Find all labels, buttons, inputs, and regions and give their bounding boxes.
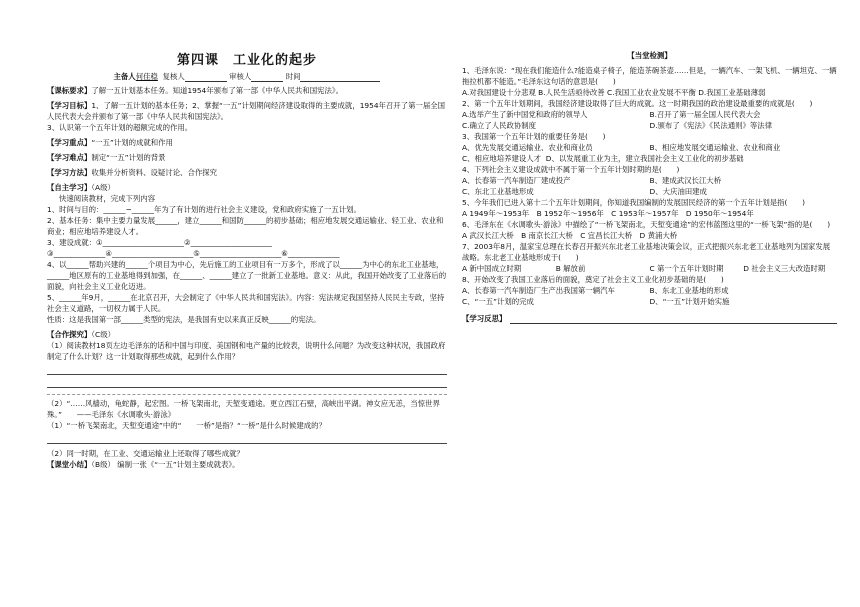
time-blank — [300, 72, 380, 82]
option-b: B、建成武汉长江大桥 — [649, 176, 722, 185]
method-label: 【学习方法】 — [47, 168, 92, 177]
self-study-label: 【自主学习】 — [47, 183, 92, 192]
summary — [47, 459, 447, 470]
self-study-q3b: ③______________④______________________⑤______________________⑥______________ — [47, 249, 340, 258]
test-q4: 4、下列社会主义建设成就中不属于第一个五年计划时期的是( ) — [462, 165, 680, 174]
test-q2-row1 — [462, 109, 837, 120]
test-q6-options: A 武汉长江大桥 B 南京长江大桥 C 宜昌长江大桥 D 黄浦大桥 — [462, 231, 678, 240]
answer-line[interactable] — [47, 433, 447, 444]
test-q8-row1 — [462, 285, 837, 296]
option-b: B、东北工业基地的形成 — [649, 286, 729, 295]
review-blank — [185, 72, 227, 82]
test-q7: 7、2003年8月，温家宝总理在长春召开振兴东北老工业基地决策会议，正式把振兴东北老工业基地列为国家发展战略。东北老工业基地形成于( ) — [462, 242, 831, 262]
summary-text: 编制一张《“一五”计划主要成就表》。 — [117, 460, 240, 469]
summary-label: 【课堂小结】 — [47, 460, 92, 469]
option-d: D 社会主义三大改造时期 — [743, 264, 826, 273]
explore-label: 【合作探究】 — [47, 330, 92, 339]
self-study-q5: 5、______年9月，______在北京召开，大会制定了《中华人民共和国宪法》。内容：宪法规定我国坚持人民民主专政，坚持社会主义道路，一切权力属于人民。 — [47, 293, 445, 313]
test-q5: 5、今年我们已进入第十二个五年计划期间，你知道我国编制的发展国民经济的第一个五年计划是指( ) — [462, 198, 806, 207]
test-q1-options: A.对我国建设十分悲观 B.人民生活亟待改善 C.我国工业农业发展不平衡 D.我国工业基础薄弱 — [462, 88, 766, 97]
explore-q1: （1）阅读教材18页左边毛泽东的话和中国与印度、美国钢和电产量的比较表，说明什么问题？为改变这种状况，我国政府制定了什么计划？这一计划取得那些成就，起到什么作用？ — [47, 341, 446, 361]
goals-line1: 1、了解一五计划的基本任务；2、掌握“一五”计划期间经济建设取得的主要成就，1954年召开了第一届全国人民代表大会并颁布了第一部《中华人民共和国宪法》。 — [47, 101, 446, 121]
difficulty-label: 【学习难点】 — [47, 153, 92, 162]
self-study-q2: 2、基本任务：集中主要力量发展______，建立______和国防______的初步基础；相应地发展交通运输业、轻工业、农业和商业；相应地培养建设人才。 — [47, 216, 444, 236]
reflection-label: 【学习反思】 — [462, 314, 507, 323]
review-label: 复核人 — [162, 72, 185, 81]
key-point — [47, 137, 447, 148]
left-column — [47, 0, 447, 470]
time-label: 时间 — [285, 72, 301, 81]
lesson-title: 第四课 工业化的起步 — [176, 53, 317, 68]
test-q3: 3、我国第一个五年计划的重要任务是( ) — [462, 132, 606, 141]
test-q3-row1 — [462, 142, 837, 153]
test-q4-row1 — [462, 175, 837, 186]
self-study-q5b: 性质：这是我国第一部______类型的宪法，是我国有史以来真正反映______的宪法。 — [47, 315, 321, 324]
option-b: B 解放前 — [555, 264, 586, 273]
self-study-heading — [47, 182, 447, 193]
option-d: D、以发展重工业为主，建立我国社会主义工业化的初步基础 — [545, 154, 744, 163]
key-point-text: “一五”计划的成就和作用 — [91, 138, 173, 147]
requirement-label: 【课标要求】 — [47, 86, 92, 95]
requirement — [47, 85, 447, 96]
test-q5-options: A 1949年～1953年 B 1952年～1956年 C 1953年～1957年 D 1950年～1954年 — [462, 209, 754, 218]
meta-line — [47, 71, 447, 82]
poem-block — [47, 394, 447, 431]
method — [47, 167, 447, 178]
explore-heading — [47, 329, 447, 340]
test-q2-row2 — [462, 120, 837, 131]
test-title: 【当堂检测】 — [627, 51, 672, 60]
goals-line2: 3、认识第一个五年计划的超额完成的作用。 — [47, 123, 193, 132]
test-q7-options — [462, 263, 837, 274]
goals — [47, 100, 447, 122]
self-study-intro: 快速阅读教材，完成下列内容 — [59, 194, 156, 203]
option-c: C 第一个五年计划时期 — [649, 264, 724, 273]
option-a: A.选举产生了新中国党和政府的领导人 — [462, 110, 588, 119]
test-q1: 1、毛泽东说：“现在我们能造什么?能造桌子椅子，能造茶碗茶壶……但是，一辆汽车、一架飞机、一辆坦克、一辆拖拉机都不能造。”毛泽东这句话的意思是( ) — [462, 66, 837, 86]
poem-text: （2）“……风樯动，龟蛇静，起宏图。一桥飞架南北，天堑变通途。更立西江石壁，高峡出平湖。神女应无恙，当惊世界殊。” ——毛泽东《水调歌头·游泳》 — [47, 399, 440, 419]
audit-blank — [251, 72, 283, 82]
answer-line[interactable] — [47, 377, 447, 388]
test-q4-row2 — [462, 186, 837, 197]
author-label: 主备人 — [113, 72, 136, 81]
self-study-level: （A级） — [91, 183, 115, 192]
difficulty — [47, 152, 447, 163]
audit-label: 审核人 — [229, 72, 252, 81]
test-q2: 2、第一个五年计划期间，我国经济建设取得了巨大的成就。这一时期我国的政治建设最重要的成就是( ) — [462, 99, 813, 108]
test-q6: 6、毛泽东在《水调歌头·游泳》中描绘了“一桥飞架南北，天堑变通途”的宏伟蓝图这里的“一桥飞架”指的是( ) — [462, 220, 831, 229]
explore-q2: （2）同一时期，在工业、交通运输业上还取得了哪些成就？ — [47, 449, 244, 458]
option-c: C、“一五”计划的完成 — [462, 297, 534, 306]
requirement-text: 了解一五计划基本任务。知道1954年颁布了第一部《中华人民共和国宪法》。 — [91, 86, 343, 95]
option-c: C、相应地培养建设人才 — [462, 154, 542, 163]
difficulty-text: 制定“一五”计划的背景 — [91, 153, 166, 162]
key-point-label: 【学习重点】 — [47, 138, 92, 147]
option-b: B、相应地发展交通运输业、农业和商业 — [649, 143, 781, 152]
summary-level: （B级） — [91, 460, 115, 469]
goals-label: 【学习目标】 — [47, 101, 92, 110]
option-d: D.颁布了《宪法》《民法通则》等法律 — [649, 121, 773, 130]
reflection — [462, 313, 837, 324]
option-b: B.召开了第一届全国人民代表大会 — [649, 110, 761, 119]
option-a: A、长春第一汽车制造厂建成投产 — [462, 176, 571, 185]
self-study-q1: 1、时间与目的：______~______年为了有计划的进行社会主义建设，党和政府实施了一五计划。 — [47, 205, 361, 214]
author-name: 何佳稳 — [135, 72, 158, 81]
explore-level: （C级） — [91, 330, 115, 339]
right-column — [462, 0, 837, 324]
option-c: C.确立了人民政协制度 — [462, 121, 537, 130]
method-text: 收集并分析资料、设疑讨论、合作探究 — [91, 168, 218, 177]
option-a: A、优先发展交通运输业、农业和商业员 — [462, 143, 593, 152]
poem-question: （1）“一桥飞架南北，天堑变通途”中的“ 一桥”是指？“一桥”是什么时候建成的？ — [47, 421, 326, 430]
answer-line[interactable] — [47, 364, 447, 375]
test-q8: 8、开始改变了我国工业落后的面貌，奠定了社会主义工业化初步基础的是( ) — [462, 275, 724, 284]
reflection-line[interactable] — [510, 314, 837, 324]
option-d: D、“一五”计划开始实施 — [649, 297, 730, 306]
self-study-q4: 4、以______帮助兴建的______个项目为中心，先后施工的工业项目有一万多个，形成了以______为中心的东北工业基地，______地区原有的工业基地得到加强，在______、______建立了一批新工业基地。意义：从此，我国开始改变了工业落后的面貌，向社会主义工业化迈进。 — [47, 260, 447, 291]
option-d: D、大庆油田建成 — [649, 187, 707, 196]
option-a: A、长春第一汽车制造厂生产出我国第一辆汽车 — [462, 286, 615, 295]
option-c: C、东北工业基地形成 — [462, 187, 534, 196]
test-q8-row2 — [462, 296, 837, 307]
test-q3-row2 — [462, 153, 837, 164]
self-study-q3: 3、建设成就：①______________________②______________________ — [47, 238, 272, 247]
option-a: A 新中国成立时期 — [462, 264, 522, 273]
